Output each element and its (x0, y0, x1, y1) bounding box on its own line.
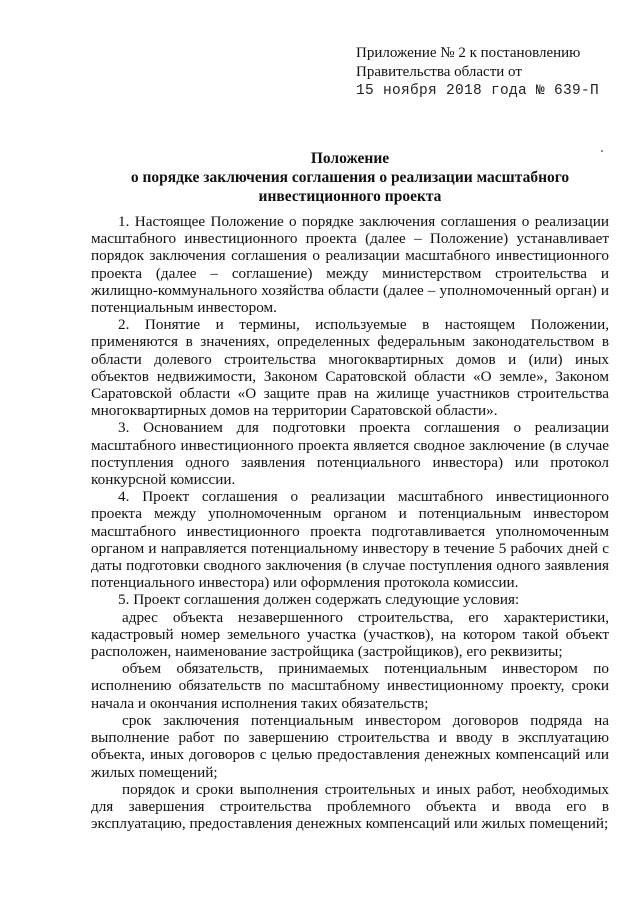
paragraph-4: 4. Проект соглашения о реализации масштабного инвестиционного проекта между уполномоченным органом и потенциальным инвестором масштабного инвестиционного проекта подготавливается уполномоченным органом и направляется потенциальному инвестору в течение 5 рабочих дней с даты подготовки сводного заключения (в случае поступления одного заявления потенциального инвестора) или оформления протокола комиссии. (91, 488, 609, 592)
paragraph-5: 5. Проект соглашения должен содержать следующие условия: (118, 591, 520, 609)
document-title (80, 149, 620, 206)
paragraph-3: 3. Основанием для подготовки проекта соглашения о реализации масштабного инвестиционного проекта является сводное заключение (в случае поступления одного заявления потенциального инвестора) или протокол конкурсной комиссии. (91, 419, 609, 489)
condition-item-1: адрес объекта незавершенного строительства, его характеристики, кадастровый номер земельного участка (участков), на котором такой объект расположен, наименование застройщика (застройщиков), его реквизиты; (91, 608, 609, 661)
appendix-line-1: Приложение № 2 к постановлению (356, 45, 581, 61)
appendix-header (356, 44, 599, 101)
document-body (91, 213, 609, 832)
paragraph-2: 2. Понятие и термины, используемые в настоящем Положении, применяются в значениях, определенных федеральным законодательством в области долевого строительства многоквартирных домов и (или) иных объектов недвижимости, Законом Саратовской области «О земле», Законом Саратовской области «О защите прав на жилище участников строительства многоквартирных домов на территории Саратовской области». (91, 316, 609, 420)
paragraph-1: 1. Настоящее Положение о порядке заключения соглашения о реализации масштабного инвестиционного проекта (далее – Положение) устанавливает порядок заключения соглашения о реализации масштабного инвестиционного проекта (далее – соглашение) между министерством строительства и жилищно-коммунального хозяйства области (далее – уполномоченный орган) и потенциальным инвестором. (91, 213, 609, 317)
condition-item-3: срок заключения потенциальным инвестором договоров подряда на выполнение работ по завершению строительства и вводу в эксплуатацию объекта, иных договоров с целью предоставления денежных компенсаций или жилых помещений; (91, 711, 609, 781)
title-line-3: инвестиционного проекта (258, 188, 442, 205)
condition-item-4: порядок и сроки выполнения строительных и иных работ, необходимых для завершения строительства проблемного объекта и ввода его в эксплуатацию, предоставления денежных компенсаций или жилых помещений; (91, 780, 609, 833)
title-line-2: о порядке заключения соглашения о реализации масштабного (130, 169, 570, 186)
appendix-date-stamp: 15 ноября 2018 года № 639-П (356, 83, 600, 99)
title-line-1: Положение (310, 150, 390, 167)
condition-item-2: объем обязательств, принимаемых потенциальным инвестором по исполнению обязательств по масштабному инвестиционному проекту, сроки начала и окончания исполнения таких обязательств; (91, 660, 609, 712)
appendix-line-2: Правительства области от (356, 64, 522, 80)
